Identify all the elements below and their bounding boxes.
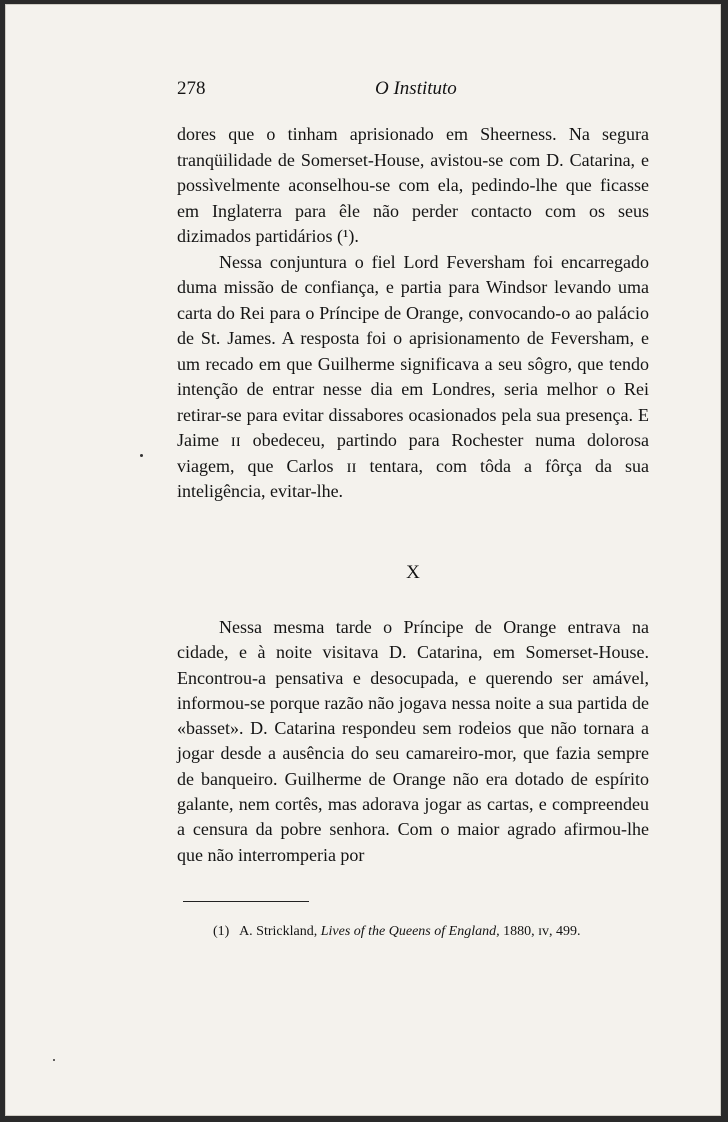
footnote-author: A. Strickland, <box>239 924 318 939</box>
section-heading: X <box>406 562 420 583</box>
footnote-title: Lives of the Queens of England, <box>320 924 500 939</box>
body-text <box>177 122 649 505</box>
page-number: 278 <box>177 78 206 99</box>
section-body <box>177 615 649 868</box>
ink-speck <box>53 1059 55 1061</box>
footnote-marker: (1) <box>213 924 230 939</box>
paragraph-continuation: dores que o tinham aprisionado em Sheerness. Na segura tranqüilidade de Somerset-House, avistou-se com D. Catarina, e possìvelmente aconselhou-se com ela, pedindo-lhe que ficasse em Inglaterra para êle não perder contacto com os seus dizimados partidários (¹). <box>177 124 649 246</box>
book-page <box>5 4 721 1116</box>
page-header <box>177 78 649 106</box>
running-title: O Instituto <box>375 78 457 99</box>
paragraph-orange: Nessa mesma tarde o Príncipe de Orange entrava na cidade, e à noite visitava D. Catarina, em Somerset-House. Encontrou-a pensativa e desocupada, e querendo ser amável, informou-se porque razão não jogava nessa noite a sua partida de «basset». D. Catarina respondeu sem rodeios que não tornara a jogar desde a ausência do seu camareiro-mor, que fazia sempre de banqueiro. Guilherme de Orange não era dotado de espírito galante, nem cortês, mas adorava jogar as cartas, e compreendeu a censura da pobre senhora. Com o maior agrado afirmou-lhe que não interromperia por <box>177 617 649 865</box>
footnote <box>213 924 649 940</box>
paragraph-feversham: Nessa conjuntura o fiel Lord Feversham foi encarregado duma missão de confiança, e partia para Windsor levando uma carta do Rei para o Príncipe de Orange, convocando-o ao palácio de St. James. A resposta foi o aprisionamento de Feversham, e um recado em que Guilherme significava a seu sôgro, que tendo intenção de entrar nesse dia em Londres, seria melhor o Rei retirar-se para evitar dissabores ocasionados pela sua presença. E Jaime ɪɪ obedeceu, partindo para Rochester numa dolorosa viagem, que Carlos ɪɪ tentara, com tôda a fôrça da sua inteligência, evitar-lhe. <box>177 251 649 501</box>
footnote-details: 1880, ɪᴠ, 499. <box>503 924 581 939</box>
footnote-rule <box>183 901 309 902</box>
ink-speck <box>140 454 143 457</box>
